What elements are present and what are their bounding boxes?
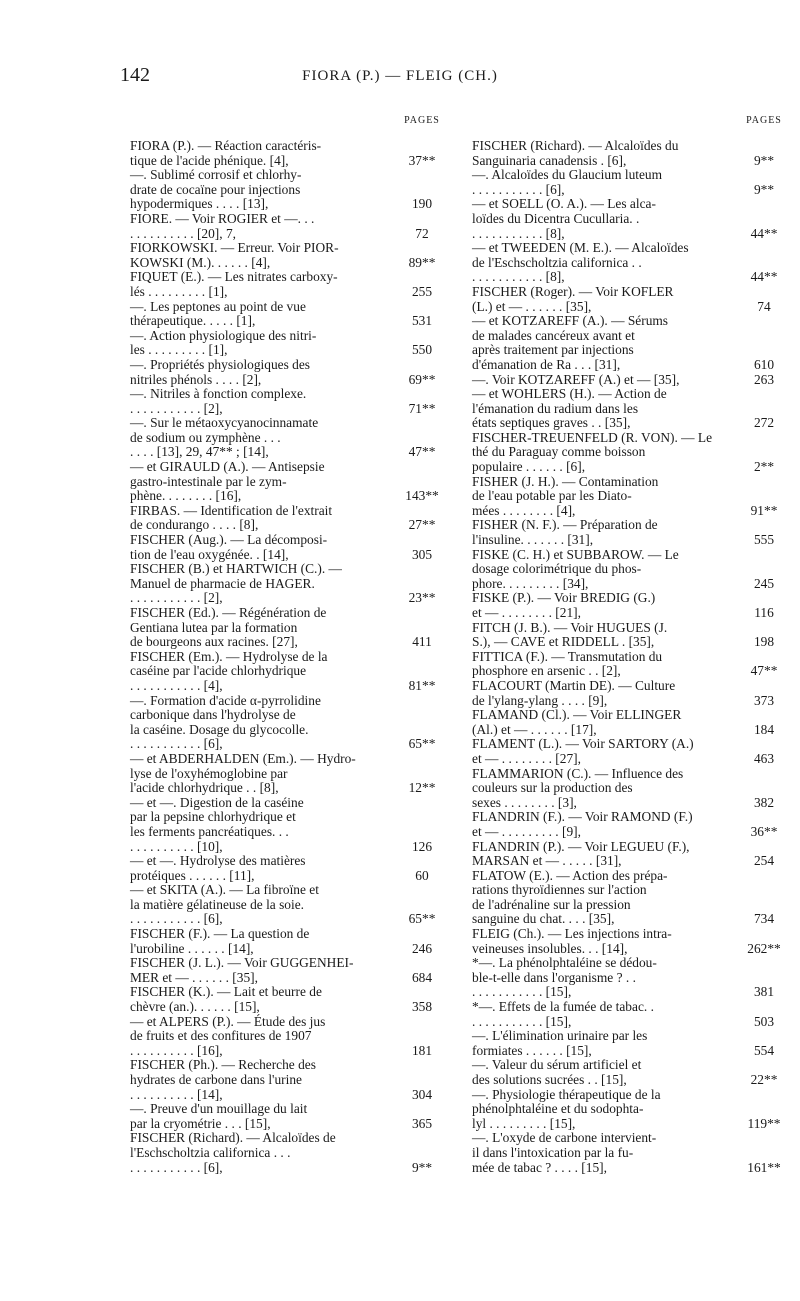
entry-text: FIORKOWSKI. — Erreur. Voir PIOR- KOWSKI (M.). . . . . . [4], <box>130 240 339 270</box>
entry-page-ref: 22** <box>750 1072 778 1087</box>
entry-text: —. Propriétés physiologiques des nitriles phénols . . . . [2], <box>130 356 311 387</box>
index-entry <box>130 212 452 241</box>
entry-page-ref: 382 <box>753 794 775 810</box>
entry-text: — et TWEEDEN (M. E.). — Alcaloïdes de l'Eschscholtzia californica . . . . . . . . . . . . . [8], <box>472 240 689 285</box>
entry-text: FISHER (J. H.). — Contamination de l'eau potable par les Diato- mées . . . . . . . . [4], <box>472 473 659 518</box>
entry-page-ref: 358 <box>411 999 433 1015</box>
entry-text: FISCHER (Richard). — Alcaloïdes de l'Eschscholtzia californica . . . . . . . . . . . . . . [6], <box>130 1130 336 1175</box>
entry-text: —. Valeur du sérum artificiel et des solutions sucrées . . [15], <box>472 1057 642 1087</box>
index-entry <box>472 1029 794 1058</box>
entry-page-ref: 245 <box>753 575 775 591</box>
index-entry <box>130 329 452 358</box>
entry-page-ref: 503 <box>753 1013 775 1029</box>
entry-page-ref: 23** <box>408 590 436 606</box>
entry-page-ref: 44** <box>750 225 778 241</box>
entry-page-ref: 254 <box>753 853 775 869</box>
index-entry <box>472 431 794 475</box>
index-entry <box>472 285 794 314</box>
entry-page-ref: 9** <box>753 181 775 197</box>
entry-text: — et SOELL (O. A.). — Les alca- loïdes du Dicentra Cucullaria. . . . . . . . . . . . . [8], <box>472 196 656 241</box>
index-entry <box>130 883 452 927</box>
index-entry <box>130 927 452 956</box>
index-entry <box>472 591 794 620</box>
index-entry <box>130 1102 452 1131</box>
entry-page-ref: 71** <box>408 400 436 416</box>
entry-page-ref: 272 <box>753 415 775 431</box>
index-entry <box>472 197 794 241</box>
entry-text: —. L'élimination urinaire par les formiates . . . . . . [15], <box>472 1028 648 1058</box>
entry-page-ref: 365 <box>411 1115 433 1131</box>
index-entry <box>130 300 452 329</box>
entry-page-ref: 198 <box>753 634 775 650</box>
entry-text: —. L'oxyde de carbone intervient- il dans l'intoxication par la fu- mée de tabac ? . . . . [15], <box>472 1130 657 1175</box>
index-entry <box>472 956 794 1000</box>
index-entry <box>472 1058 794 1087</box>
index-entry <box>130 606 452 650</box>
index-entry <box>130 168 452 212</box>
index-entry <box>130 956 452 985</box>
entry-text: FISKE (C. H.) et SUBBAROW. — Le dosage colorimétrique du phos- phore. . . . . . . . . [34], <box>472 546 679 591</box>
entry-page-ref: 184 <box>753 721 775 737</box>
entry-text: FIORE. — Voir ROGIER et —. . . . . . . . . . . . . [20], 7, <box>130 210 315 241</box>
index-entry <box>130 562 452 606</box>
index-entry <box>472 518 794 547</box>
index-entry <box>130 533 452 562</box>
index-entry <box>130 650 452 694</box>
entry-page-ref: 9** <box>753 152 775 168</box>
index-entry <box>130 752 452 796</box>
entry-text: FISKE (P.). — Voir BREDIG (G.) et — . . . . . . . . [21], <box>472 590 656 620</box>
entry-text: —. Sur le métaoxycyanocinnamate de sodium ou zymphène . . . . . . . [13], 29, 47** ; [14], <box>130 415 319 460</box>
entry-page-ref: 65** <box>408 736 436 752</box>
entry-text: —. Physiologie thérapeutique de la phénolphtaléine et du sodophta- lyl . . . . . . . . . [15], <box>472 1086 661 1131</box>
index-entry <box>472 168 794 197</box>
entry-page-ref: 304 <box>411 1086 433 1102</box>
index-entry <box>472 373 794 388</box>
index-entry <box>130 1131 452 1175</box>
entry-text: FITCH (J. B.). — Voir HUGUES (J. S.), — CAVE et RIDDELL . [35], <box>472 619 668 650</box>
entry-text: FISCHER (Aug.). — La décomposi- tion de l'eau oxygénée. . [14], <box>130 532 328 562</box>
entry-page-ref: 463 <box>753 750 775 766</box>
entry-text: FISCHER-TREUENFELD (R. VON). — Le thé du Paraguay comme boisson populaire . . . . . . [6], <box>472 429 713 475</box>
entry-page-ref: 44** <box>750 269 778 285</box>
index-entry <box>472 387 794 431</box>
entry-page-ref: 89** <box>408 254 436 270</box>
entry-page-ref: 610 <box>753 356 775 372</box>
index-entry <box>130 985 452 1014</box>
entry-text: FIRBAS. — Identification de l'extrait de condurango . . . . [8], <box>130 502 333 533</box>
entry-page-ref: 411 <box>412 634 432 650</box>
entry-page-ref: 91** <box>750 502 778 518</box>
pages-column-label: PAGES <box>746 115 782 126</box>
entry-text: — et WOHLERS (H.). — Action de l'émanation du radium dans les états septiques graves . . [35], <box>472 386 667 431</box>
entry-text: FISCHER (Richard). — Alcaloïdes du Sanguinaria canadensis . [6], <box>472 138 679 168</box>
entry-text: *—. La phénolphtaléine se dédou- ble-t-elle dans l'organisme ? . . . . . . . . . . . . . [15], <box>472 955 657 1000</box>
index-entry <box>130 416 452 460</box>
index-entry <box>130 694 452 752</box>
index-entry <box>472 1088 794 1132</box>
entry-page-ref: 555 <box>753 532 775 548</box>
entry-text: —. Formation d'acide α-pyrrolidine carbonique dans l'hydrolyse de la caséine. Dosage du glycocolle. . . . . . . . . . . . [6], <box>130 692 321 752</box>
entry-page-ref: 734 <box>753 911 775 927</box>
entry-page-ref: 60 <box>415 867 429 883</box>
entry-text: — et KOTZAREFF (A.). — Sérums de malades cancéreux avant et après traitement par injections d'émanation de Ra . . . [31], <box>472 313 669 372</box>
index-entry <box>472 241 794 285</box>
entry-page-ref: 531 <box>411 313 433 329</box>
entry-page-ref: 373 <box>753 692 775 708</box>
index-entry <box>472 708 794 737</box>
running-head-title: FIORA (P.) — FLEIG (CH.) <box>302 68 498 84</box>
entry-page-ref: 550 <box>411 342 433 358</box>
index-entries <box>130 139 452 1175</box>
entry-text: FLEIG (Ch.). — Les injections intra- veineuses insolubles. . . [14], <box>472 926 672 956</box>
entry-page-ref: 2** <box>753 459 775 475</box>
index-entries <box>472 139 794 1175</box>
entry-page-ref: 116 <box>754 605 774 620</box>
entry-text: FISCHER (Roger). — Voir KOFLER (L.) et — . . . . . . [35], <box>472 283 674 314</box>
entry-text: FLATOW (E.). — Action des prépa- rations thyroïdiennes sur l'action de l'adrénaline sur la pression sanguine du chat. . . . [35], <box>472 867 668 927</box>
page-number: 142 <box>120 64 150 86</box>
entry-text: —. Action physiologique des nitri- les . . . . . . . . . [1], <box>130 327 317 358</box>
entry-page-ref: 262** <box>747 940 781 956</box>
index-entry <box>472 679 794 708</box>
entry-page-ref: 37** <box>408 152 436 168</box>
entry-text: —. Sublimé corrosif et chlorhy- drate de cocaïne pour injections hypodermiques . . . . [13], <box>130 167 302 212</box>
entry-text: FISCHER (Em.). — Hydrolyse de la caséine par l'acide chlorhydrique . . . . . . . . . . . [4], <box>130 648 328 693</box>
entry-text: —. Nitriles à fonction complexe. . . . . . . . . . . . [2], <box>130 386 307 416</box>
entry-text: *—. Effets de la fumée de tabac. . . . . . . . . . . . . [15], <box>472 999 654 1029</box>
entry-page-ref: 161** <box>747 1159 781 1175</box>
entry-page-ref: 36** <box>750 823 778 839</box>
index-entry <box>130 241 452 270</box>
entry-page-ref: 554 <box>753 1042 775 1058</box>
index-entry <box>472 737 794 766</box>
entry-text: FISCHER (Ed.). — Régénération de Gentiana lutea par la formation de bourgeons aux racines. [27], <box>130 605 327 650</box>
entry-page-ref: 684 <box>411 969 433 985</box>
index-entry <box>130 854 452 883</box>
entry-page-ref: 9** <box>411 1159 433 1175</box>
entry-page-ref: 255 <box>411 283 433 299</box>
entry-page-ref: 246 <box>411 940 433 956</box>
index-entry <box>472 314 794 372</box>
entry-page-ref: 27** <box>408 517 436 533</box>
index-entry <box>472 548 794 592</box>
index-entry <box>130 504 452 533</box>
entry-text: FISCHER (F.). — La question de l'urobiline . . . . . . [14], <box>130 926 310 956</box>
entry-text: FISHER (N. F.). — Préparation de l'insuline. . . . . . . [31], <box>472 517 658 548</box>
entry-page-ref: 69** <box>408 371 436 387</box>
index-entry <box>472 650 794 679</box>
index-entry <box>130 139 452 168</box>
pages-column-label: PAGES <box>404 115 440 126</box>
index-entry <box>472 1131 794 1175</box>
entry-page-ref: 47** <box>408 444 436 460</box>
index-entry <box>130 270 452 299</box>
index-entry <box>472 475 794 519</box>
index-entry <box>472 810 794 839</box>
entry-text: — et —. Hydrolyse des matières protéiques . . . . . . [11], <box>130 853 306 883</box>
entry-text: FISCHER (J. L.). — Voir GUGGENHEI- MER et — . . . . . . [35], <box>130 955 354 985</box>
index-entry <box>130 796 452 854</box>
entry-page-ref: 263 <box>753 371 775 387</box>
running-header <box>0 62 800 92</box>
entry-page-ref: 381 <box>753 984 775 1000</box>
entry-text: — et ABDERHALDEN (Em.). — Hydro- lyse de l'oxyhémoglobine par l'acide chlorhydrique . . [8], <box>130 750 356 796</box>
entry-text: FISCHER (B.) et HARTWICH (C.). — Manuel de pharmacie de HAGER. . . . . . . . . . . . [2], <box>130 561 342 606</box>
index-entry <box>472 927 794 956</box>
index-entry <box>472 621 794 650</box>
entry-text: FLACOURT (Martin DE). — Culture de l'ylang-ylang . . . . [9], <box>472 677 676 708</box>
entry-page-ref: 119** <box>747 1115 781 1131</box>
entry-text: — et SKITA (A.). — La fibroïne et la matière gélatineuse de la soie. . . . . . . . . . . . [6], <box>130 882 319 927</box>
entry-page-ref: 126 <box>411 838 433 854</box>
entry-page-ref: 181 <box>411 1042 433 1058</box>
entry-page-ref: 47** <box>750 663 778 679</box>
entry-page-ref: 74 <box>757 298 771 314</box>
entry-page-ref: 305 <box>411 546 433 562</box>
entry-text: FIORA (P.). — Réaction caractéris- tique de l'acide phénique. [4], <box>130 138 322 168</box>
index-entry <box>130 1058 452 1102</box>
entry-text: —. Les peptones au point de vue thérapeutique. . . . . [1], <box>130 298 306 329</box>
index-entry <box>130 358 452 387</box>
entry-text: — et ALPERS (P.). — Étude des jus de fruits et des confitures de 1907 . . . . . . . . . . [16], <box>130 1013 326 1058</box>
index-entry <box>130 1015 452 1059</box>
entry-text: — et GIRAULD (A.). — Antisepsie gastro-intestinale par le zym- phène. . . . . . . . [16], <box>130 459 325 504</box>
entry-text: —. Voir KOTZAREFF (A.) et — [35], <box>472 371 680 387</box>
entry-text: FISCHER (K.). — Lait et beurre de chèvre (an.). . . . . . [15], <box>130 984 322 1015</box>
entry-page-ref: 12** <box>408 780 436 796</box>
index-entry <box>472 139 794 168</box>
entry-text: FITTICA (F.). — Transmutation du phosphore en arsenic . . [2], <box>472 648 663 679</box>
entry-text: FLAMAND (Cl.). — Voir ELLINGER (Al.) et — . . . . . . [17], <box>472 707 682 737</box>
index-entry <box>472 767 794 811</box>
entry-text: FLAMMARION (C.). — Influence des couleurs sur la production des sexes . . . . . . . . [3], <box>472 765 684 810</box>
entry-text: FLANDRIN (F.). — Voir RAMOND (F.) et — . . . . . . . . . [9], <box>472 809 693 839</box>
index-entry <box>472 869 794 927</box>
entry-text: FLAMENT (L.). — Voir SARTORY (A.) et — . . . . . . . . [27], <box>472 736 694 766</box>
index-entry <box>130 460 452 504</box>
entry-page-ref: 190 <box>411 196 433 212</box>
entry-text: —. Alcaloïdes du Glaucium luteum . . . . . . . . . . . [6], <box>472 167 663 197</box>
entry-text: FIQUET (E.). — Les nitrates carboxy- lés . . . . . . . . . [1], <box>130 269 338 299</box>
entry-page-ref: 143** <box>405 488 439 504</box>
entry-text: — et —. Digestion de la caséine par la pepsine chlorhydrique et les ferments pancréatiques. . . . . . . . . . . . . [10], <box>130 794 304 854</box>
index-entry <box>472 840 794 869</box>
entry-text: FISCHER (Ph.). — Recherche des hydrates de carbone dans l'urine . . . . . . . . . . [14], <box>130 1057 316 1102</box>
index-entry <box>130 387 452 416</box>
index-entry <box>472 1000 794 1029</box>
entry-page-ref: 65** <box>408 911 436 927</box>
entry-text: FLANDRIN (P.). — Voir LEGUEU (F.), MARSAN et — . . . . . [31], <box>472 838 690 869</box>
entry-page-ref: 72 <box>415 225 429 241</box>
entry-text: —. Preuve d'un mouillage du lait par la cryométrie . . . [15], <box>130 1101 308 1131</box>
entry-page-ref: 81** <box>408 677 436 693</box>
